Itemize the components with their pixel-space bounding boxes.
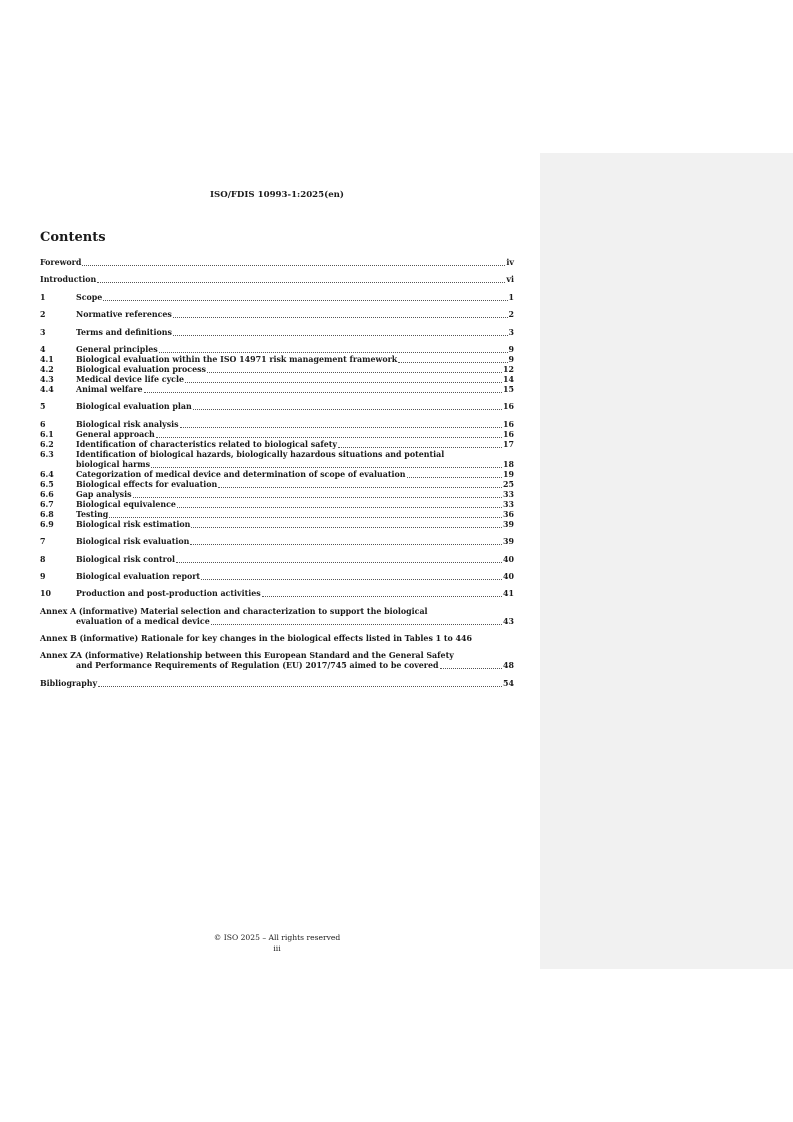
toc-title: Terms and definitions	[76, 327, 172, 337]
toc-leader	[176, 555, 502, 563]
toc-leader	[407, 470, 503, 478]
toc-entry-8[interactable]	[40, 555, 514, 565]
toc-entry-6-3[interactable]	[40, 460, 514, 470]
toc-number: 8	[40, 554, 46, 564]
toc-entry-4[interactable]	[40, 345, 514, 355]
toc-leader	[173, 310, 508, 318]
toc-entry-2[interactable]	[40, 310, 514, 320]
toc-title: Biological effects for evaluation	[76, 479, 218, 489]
toc-leader	[151, 460, 502, 468]
toc-number: 5	[40, 402, 46, 412]
toc-leader	[211, 617, 502, 625]
toc-title: Biological evaluation plan	[76, 402, 192, 412]
toc-leader	[144, 385, 502, 393]
toc-entry-1[interactable]	[40, 293, 514, 303]
toc-page: 16	[503, 419, 514, 429]
toc-page: 19	[503, 469, 514, 479]
toc-title: Biological evaluation within the ISO 14971 risk management framework	[76, 354, 398, 364]
toc-leader	[180, 420, 502, 428]
toc-number: 6.8	[40, 509, 54, 519]
toc-page: vi	[506, 275, 514, 285]
toc-number: 6.6	[40, 489, 54, 499]
toc-title: Medical device life cycle	[76, 374, 184, 384]
toc-title: Testing	[76, 509, 109, 519]
document-id: ISO/FDIS 10993-1:2025(en)	[209, 190, 344, 200]
toc-entry-6-1[interactable]	[40, 430, 514, 440]
toc-leader	[98, 679, 502, 687]
toc-entry-6-3-line1[interactable]	[40, 450, 514, 460]
toc-entry-introduction[interactable]	[40, 275, 514, 285]
toc-title: Biological evaluation report	[76, 571, 201, 581]
toc-entry-6-5[interactable]	[40, 480, 514, 490]
toc-title-line1: Identification of biological hazards, biologically hazardous situations and potential	[76, 449, 445, 459]
toc-entry-6-4[interactable]	[40, 470, 514, 480]
toc-page: 16	[503, 429, 514, 439]
toc-page: 43	[503, 616, 514, 626]
toc-entry-6-7[interactable]	[40, 500, 514, 510]
toc-title: Annex B (informative) Rationale for key changes in the biological effects listed in Tables 1 to 4	[40, 634, 462, 644]
toc-number: 6.9	[40, 519, 54, 529]
toc-entry-6-2[interactable]	[40, 440, 514, 450]
toc-number: 3	[40, 327, 46, 337]
toc-page: 46	[461, 634, 472, 644]
toc-page: 48	[503, 661, 514, 671]
toc-entry-annex-a[interactable]	[40, 617, 514, 627]
toc-title: Biological equivalence	[76, 499, 176, 509]
toc-leader	[262, 589, 502, 597]
toc-number: 2	[40, 310, 46, 320]
toc-title: General principles	[76, 344, 158, 354]
toc-page: 12	[503, 364, 514, 374]
toc-page: 40	[503, 571, 514, 581]
toc-title: Introduction	[40, 275, 97, 285]
toc-number: 6	[40, 419, 46, 429]
toc-number: 9	[40, 571, 46, 581]
toc-title: evaluation of a medical device	[76, 616, 210, 626]
toc-leader	[190, 537, 502, 545]
toc-entry-4-3[interactable]	[40, 375, 514, 385]
toc-page: iv	[506, 258, 514, 267]
toc-entry-annex-za[interactable]	[40, 661, 514, 671]
toc-leader	[338, 440, 502, 448]
toc-number: 6.7	[40, 499, 54, 509]
toc-title: Normative references	[76, 310, 172, 320]
toc-entry-7[interactable]	[40, 537, 514, 547]
toc-page: 40	[503, 554, 514, 564]
toc-entry-4-4[interactable]	[40, 385, 514, 395]
toc-entry-10[interactable]	[40, 589, 514, 599]
toc-entry-annex-a-line1[interactable]	[40, 607, 514, 617]
toc-entry-6-9[interactable]	[40, 520, 514, 530]
toc-page: 18	[503, 459, 514, 469]
toc-number: 4.4	[40, 384, 54, 394]
toc-title: Biological risk control	[76, 554, 176, 564]
toc-page: 2	[508, 310, 514, 320]
toc-entry-4-2[interactable]	[40, 365, 514, 375]
toc-title: Biological risk evaluation	[76, 537, 190, 547]
toc-leader	[191, 520, 502, 528]
toc-number: 4.1	[40, 354, 54, 364]
toc-page: 25	[503, 479, 514, 489]
footer-page-number: iii	[273, 944, 281, 953]
toc-page: 36	[503, 509, 514, 519]
toc-leader	[207, 365, 502, 373]
toc-entry-6[interactable]	[40, 420, 514, 430]
toc-title: Biological risk estimation	[76, 519, 191, 529]
toc-leader	[440, 661, 503, 669]
toc-leader	[133, 490, 502, 498]
toc-title: Biological evaluation process	[76, 364, 206, 374]
toc-leader	[173, 328, 508, 336]
toc-number: 6.5	[40, 479, 54, 489]
toc-leader	[218, 480, 502, 488]
footer-copyright: © ISO 2025 – All rights reserved	[213, 933, 341, 942]
toc-entry-3[interactable]	[40, 328, 514, 338]
toc-entry-foreword[interactable]	[40, 258, 514, 268]
toc-leader	[185, 375, 502, 383]
toc-title-line1: Annex A (informative) Material selection and characterization to support the biological	[40, 606, 428, 616]
toc-number: 10	[40, 589, 51, 599]
toc-page: 3	[508, 327, 514, 337]
toc-entry-annex-za-line1[interactable]	[40, 651, 514, 661]
toc-page: 16	[503, 402, 514, 412]
toc-entry-6-6[interactable]	[40, 490, 514, 500]
toc-title: General approach	[76, 429, 155, 439]
contents-title: Contents	[40, 230, 106, 245]
toc-title: Gap analysis	[76, 489, 132, 499]
toc-leader	[159, 345, 508, 353]
toc-page: 33	[503, 499, 514, 509]
toc-title: Animal welfare	[76, 384, 143, 394]
toc-leader	[156, 430, 502, 438]
toc-title: and Performance Requirements of Regulation (EU) 2017/745 aimed to be covered	[76, 661, 439, 671]
toc-number: 6.2	[40, 439, 54, 449]
toc-title-line1: Annex ZA (informative) Relationship between this European Standard and the General Safety	[40, 651, 454, 661]
toc-entry-bibliography[interactable]	[40, 679, 514, 689]
toc-page: 15	[503, 384, 514, 394]
toc-page: 41	[503, 589, 514, 599]
toc-entry-annex-b[interactable]	[40, 634, 514, 644]
toc-page: 14	[503, 374, 514, 384]
toc-page: 9	[508, 344, 514, 354]
toc-leader	[398, 355, 507, 363]
toc-leader	[177, 500, 502, 508]
toc-number: 4	[40, 344, 46, 354]
toc-leader	[97, 275, 505, 283]
toc-page: 17	[503, 439, 514, 449]
toc-leader	[103, 293, 507, 301]
toc-title: Bibliography	[40, 678, 98, 688]
toc-number: 6.1	[40, 429, 54, 439]
toc-title: Scope	[76, 292, 103, 302]
toc-number: 6.4	[40, 469, 54, 479]
toc-entry-6-8[interactable]	[40, 510, 514, 520]
toc-entry-4-1[interactable]	[40, 355, 514, 365]
toc-title: biological harms	[76, 459, 151, 469]
toc-page: 1	[508, 292, 514, 302]
toc-title: Biological risk analysis	[76, 419, 179, 429]
toc-leader	[201, 572, 502, 580]
toc-leader	[109, 510, 502, 518]
toc-title: Identification of characteristics related to biological safety	[76, 439, 337, 449]
toc-page: 39	[503, 537, 514, 547]
toc-leader	[193, 402, 502, 410]
toc-leader	[82, 258, 505, 266]
toc-number: 1	[40, 292, 46, 302]
toc-title: Foreword	[40, 258, 82, 267]
toc-page: 39	[503, 519, 514, 529]
toc-page: 33	[503, 489, 514, 499]
toc-number: 4.3	[40, 374, 54, 384]
toc-page: 54	[503, 678, 514, 688]
table-of-contents	[40, 258, 514, 689]
toc-entry-5[interactable]	[40, 402, 514, 412]
toc-entry-9[interactable]	[40, 572, 514, 582]
toc-page: 9	[508, 354, 514, 364]
toc-number: 6.3	[40, 449, 54, 459]
toc-number: 7	[40, 537, 46, 547]
toc-title: Production and post-production activities	[76, 589, 261, 599]
toc-title: Categorization of medical device and determination of scope of evaluation	[76, 469, 406, 479]
comment-pane	[540, 153, 793, 969]
toc-number: 4.2	[40, 364, 54, 374]
